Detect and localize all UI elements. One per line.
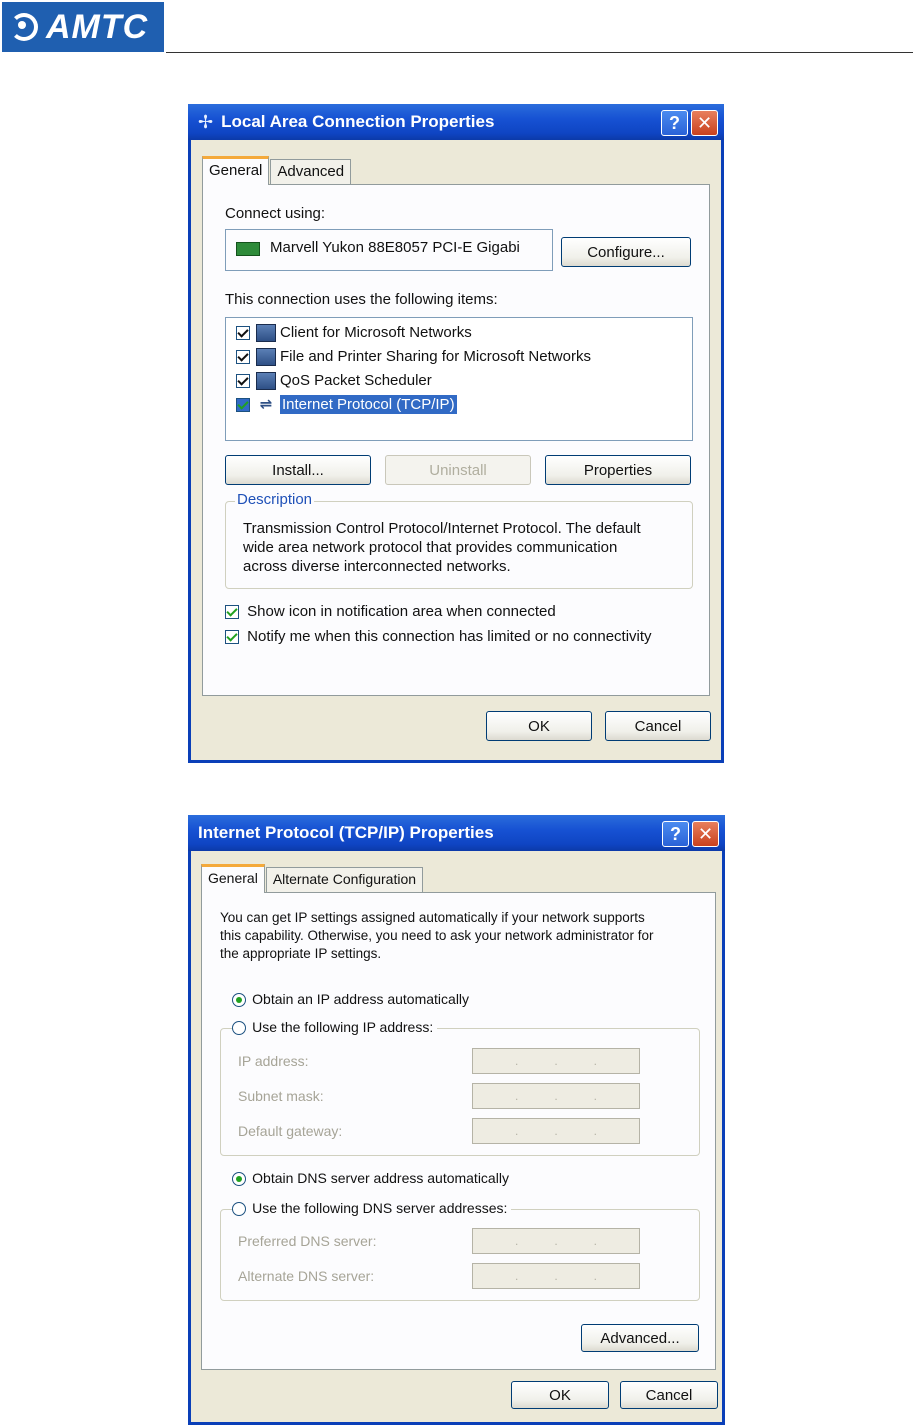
subnet-mask-label: Subnet mask: (238, 1088, 324, 1104)
use-dns-option[interactable] (232, 1200, 511, 1217)
obtain-ip-radio[interactable] (232, 993, 246, 1007)
notify-option[interactable] (225, 628, 652, 645)
connect-using-label: Connect using: (225, 205, 326, 222)
item-label: Client for Microsoft Networks (280, 324, 472, 341)
obtain-dns-option[interactable] (232, 1170, 509, 1187)
field-dot: . (514, 1089, 519, 1103)
intro-line: this capability. Otherwise, you need to ask your network administrator for (220, 928, 654, 943)
list-item[interactable] (236, 324, 472, 342)
dialog2-cancel-button[interactable]: Cancel (620, 1381, 718, 1409)
intro-text (220, 909, 653, 963)
field-dot: . (554, 1054, 558, 1068)
header-divider (166, 52, 913, 53)
intro-line: You can get IP settings assigned automatically if your network supports (220, 910, 645, 925)
item-label: Internet Protocol (TCP/IP) (282, 396, 455, 413)
items-label: This connection uses the following items: (225, 291, 498, 308)
field-dot: . (514, 1054, 519, 1068)
field-dot: . (554, 1124, 558, 1138)
show-icon-label: Show icon in notification area when connected (247, 603, 556, 620)
dialog1-title: Local Area Connection Properties (221, 112, 495, 131)
dialog1-close-button[interactable]: ✕ (691, 110, 718, 136)
show-icon-option[interactable] (225, 603, 556, 620)
dialog1-general-panel (202, 184, 710, 696)
tab-general[interactable]: General (202, 156, 269, 185)
use-dns-label: Use the following DNS server addresses: (252, 1200, 508, 1216)
item-checkbox[interactable] (236, 374, 250, 388)
uninstall-button[interactable]: Uninstall (385, 455, 531, 485)
preferred-dns-field[interactable] (472, 1228, 640, 1254)
obtain-dns-radio[interactable] (232, 1172, 246, 1186)
protocol-icon: ⇌ (259, 396, 273, 414)
item-checkbox[interactable] (236, 350, 250, 364)
tab-alternate-configuration[interactable]: Alternate Configuration (266, 867, 423, 892)
field-dot: . (554, 1269, 558, 1283)
dialog2-ok-button[interactable]: OK (511, 1381, 609, 1409)
tab-advanced[interactable]: Advanced (270, 159, 351, 184)
ip-address-label: IP address: (238, 1053, 309, 1069)
dialog1-help-button[interactable]: ? (661, 110, 688, 136)
dialog2-titlebar[interactable] (188, 815, 725, 851)
dialog1-titlebar[interactable] (188, 104, 724, 140)
show-icon-checkbox[interactable] (225, 605, 239, 619)
properties-button[interactable]: Properties (545, 455, 691, 485)
item-checkbox[interactable] (236, 398, 250, 412)
notify-checkbox[interactable] (225, 630, 239, 644)
description-line: Transmission Control Protocol/Internet Protocol. The default (243, 520, 641, 537)
field-dot: . (593, 1234, 597, 1248)
use-ip-option[interactable] (232, 1019, 437, 1036)
dialog2-general-panel (201, 892, 716, 1370)
description-title: Description (237, 491, 313, 508)
ip-address-field[interactable] (472, 1048, 640, 1074)
field-dot: . (554, 1234, 558, 1248)
use-ip-radio[interactable] (232, 1021, 246, 1035)
configure-button[interactable]: Configure... (561, 237, 691, 267)
field-dot: . (593, 1269, 597, 1283)
intro-line: the appropriate IP settings. (220, 946, 382, 961)
local-area-connection-properties-window (188, 104, 724, 763)
adapter-name: Marvell Yukon 88E8057 PCI-E Gigabi (270, 239, 520, 256)
description-line: wide area network protocol that provides communication (243, 539, 618, 556)
logo-text: AMTC (46, 7, 149, 46)
document-header (0, 0, 913, 54)
use-ip-label: Use the following IP address: (252, 1019, 434, 1035)
preferred-dns-label: Preferred DNS server: (238, 1233, 377, 1249)
field-dot: . (514, 1234, 519, 1248)
amtc-logo (2, 2, 164, 52)
adapter-box (225, 229, 553, 271)
components-list[interactable] (225, 317, 693, 441)
field-dot: . (593, 1054, 597, 1068)
subnet-mask-field[interactable] (472, 1083, 640, 1109)
description-text (243, 519, 641, 576)
item-checkbox[interactable] (236, 326, 250, 340)
list-item[interactable] (236, 372, 432, 390)
field-dot: . (514, 1124, 519, 1138)
network-connection-icon: ✢ (198, 111, 214, 132)
dialog1-ok-button[interactable]: OK (486, 711, 592, 741)
dialog2-title: Internet Protocol (TCP/IP) Properties (198, 823, 494, 842)
obtain-ip-option[interactable] (232, 991, 469, 1008)
field-dot: . (593, 1089, 597, 1103)
list-item[interactable] (236, 348, 591, 366)
field-dot: . (514, 1269, 519, 1283)
list-item-selected[interactable] (236, 396, 457, 414)
dialog1-tabs (202, 155, 352, 184)
alternate-dns-field[interactable] (472, 1263, 640, 1289)
install-button[interactable]: Install... (225, 455, 371, 485)
logo-mark-icon (10, 13, 38, 41)
item-label: File and Printer Sharing for Microsoft Networks (280, 348, 591, 365)
obtain-ip-label: Obtain an IP address automatically (252, 991, 470, 1007)
field-dot: . (554, 1089, 558, 1103)
use-dns-radio[interactable] (232, 1202, 246, 1216)
dialog2-close-button[interactable]: ✕ (692, 821, 719, 847)
file-sharing-icon (256, 348, 276, 366)
advanced-button[interactable]: Advanced... (581, 1324, 699, 1352)
alternate-dns-label: Alternate DNS server: (238, 1268, 375, 1284)
field-dot: . (593, 1124, 597, 1138)
dialog2-help-button[interactable]: ? (662, 821, 689, 847)
description-line: across diverse interconnected networks. (243, 558, 511, 575)
default-gateway-label: Default gateway: (238, 1123, 343, 1139)
dialog1-cancel-button[interactable]: Cancel (605, 711, 711, 741)
notify-label: Notify me when this connection has limited or no connectivity (247, 628, 652, 645)
tcpip-properties-window (188, 815, 725, 1425)
default-gateway-field[interactable] (472, 1118, 640, 1144)
item-label: QoS Packet Scheduler (280, 372, 432, 389)
scheduler-icon (256, 372, 276, 390)
obtain-dns-label: Obtain DNS server address automatically (252, 1170, 509, 1186)
dialog2-tabs (201, 863, 424, 892)
tab-general[interactable]: General (201, 864, 265, 893)
network-client-icon (256, 324, 276, 342)
network-adapter-icon (236, 242, 260, 256)
